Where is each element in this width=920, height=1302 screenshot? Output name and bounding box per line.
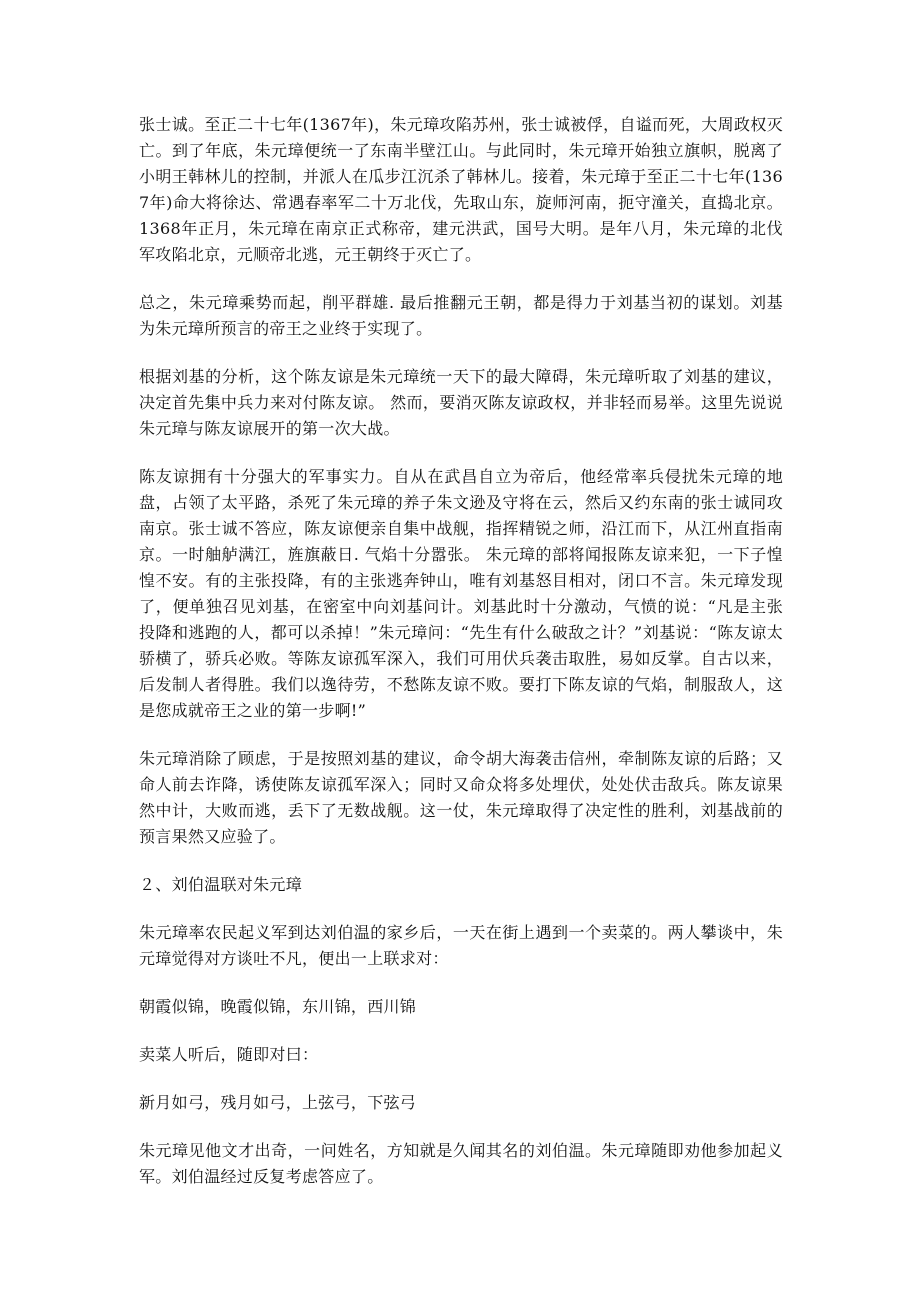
couplet-first-line: 朝霞似锦，晚霞似锦，东川锦，西川锦 <box>139 997 417 1016</box>
paragraph-summary: 总之，朱元璋乘势而起，削平群雄. 最后推翻元王朝，都是得力于刘基当初的谋划。刘基为朱元璋所预言的帝王之业终于实现了。 <box>139 293 783 338</box>
paragraph-victory: 朱元璋消除了顾虑，于是按照刘基的建议，命令胡大海袭击信州，牵制陈友谅的后路；又命人前去诈降，诱使陈友谅孤军深入；同时又命众将多处埋伏，处处伏击敌兵。陈友谅果然中计，大败而逃，丢下了无数战舰。这一仗，朱元璋取得了决定性的胜利，刘基战前的预言果然又应验了。 <box>139 749 783 846</box>
document-body <box>139 112 783 1212</box>
paragraph-liu-analysis: 根据刘基的分析，这个陈友谅是朱元璋统一天下的最大障碍，朱元璋听取了刘基的建议，决定首先集中兵力来对付陈友谅。 然而，要消灭陈友谅政权，并非轻而易举。这里先说说朱元璋与陈友谅展开的第一次大战。 <box>139 367 783 438</box>
paragraph-chen-youliang: 陈友谅拥有十分强大的军事实力。自从在武昌自立为帝后，他经常率兵侵扰朱元璋的地盘，占领了太平路，杀死了朱元璋的养子朱文逊及守将在云，然后又约东南的张士诚同攻南京。张士诚不答应，陈友谅便亲自集中战舰，指挥精锐之师，沿江而下，从江州直指南京。一时舳舻满江，旌旗蔽日. 气焰十分嚣张。 朱元璋的部将闻报陈友谅来犯，一下子惶惶不安。有的主张投降，有的主张逃奔钟山，唯有刘基怒目相对，闭口不言。朱元璋发现了，便单独召见刘基，在密室中向刘基问计。刘基此时十分激动，气愤的说：“凡是主张投降和逃跑的人，都可以杀掉！”朱元璋问：“先生有什么破敌之计？”刘基说：“陈友谅太骄横了，骄兵必败。等陈友谅孤军深入，我们可用伏兵袭击取胜，易如反掌。自古以来，后发制人者得胜。我们以逸待劳，不愁陈友谅不败。要打下陈友谅的气焰，制服敌人，这是您成就帝王之业的第一步啊!” <box>139 467 783 720</box>
paragraph-vendor-reply: 卖菜人听后，随即对曰： <box>139 1045 319 1064</box>
section-heading: ２、刘伯温联对朱元璋 <box>139 875 303 894</box>
couplet-second-line: 新月如弓，残月如弓，上弦弓，下弦弓 <box>139 1093 417 1112</box>
paragraph-zhu-conquest: 张士诚。至正二十七年(1367年)，朱元璋攻陷苏州，张士诚被俘，自谥而死，大周政权灭亡。到了年底，朱元璋便统一了东南半壁江山。与此同时，朱元璋开始独立旗帜，脱离了小明王韩林儿的控制，并派人在瓜步江沉杀了韩林儿。接着，朱元璋于至正二十七年(1367年)命大将徐达、常遇春率军二十万北伐，先取山东，旋师河南，扼守潼关，直捣北京。1368年正月，朱元璋在南京正式称帝，建元洪武，国号大明。是年八月，朱元璋的北伐军攻陷北京，元顺帝北逃，元王朝终于灭亡了。 <box>139 115 783 264</box>
paragraph-couplet-intro: 朱元璋率农民起义军到达刘伯温的家乡后，一天在街上遇到一个卖菜的。两人攀谈中，朱元璋觉得对方谈吐不凡，便出一上联求对： <box>139 923 783 968</box>
paragraph-conclusion: 朱元璋见他文才出奇，一问姓名，方知就是久闻其名的刘伯温。朱元璋随即劝他参加起义军。刘伯温经过反复考虑答应了。 <box>139 1141 783 1186</box>
